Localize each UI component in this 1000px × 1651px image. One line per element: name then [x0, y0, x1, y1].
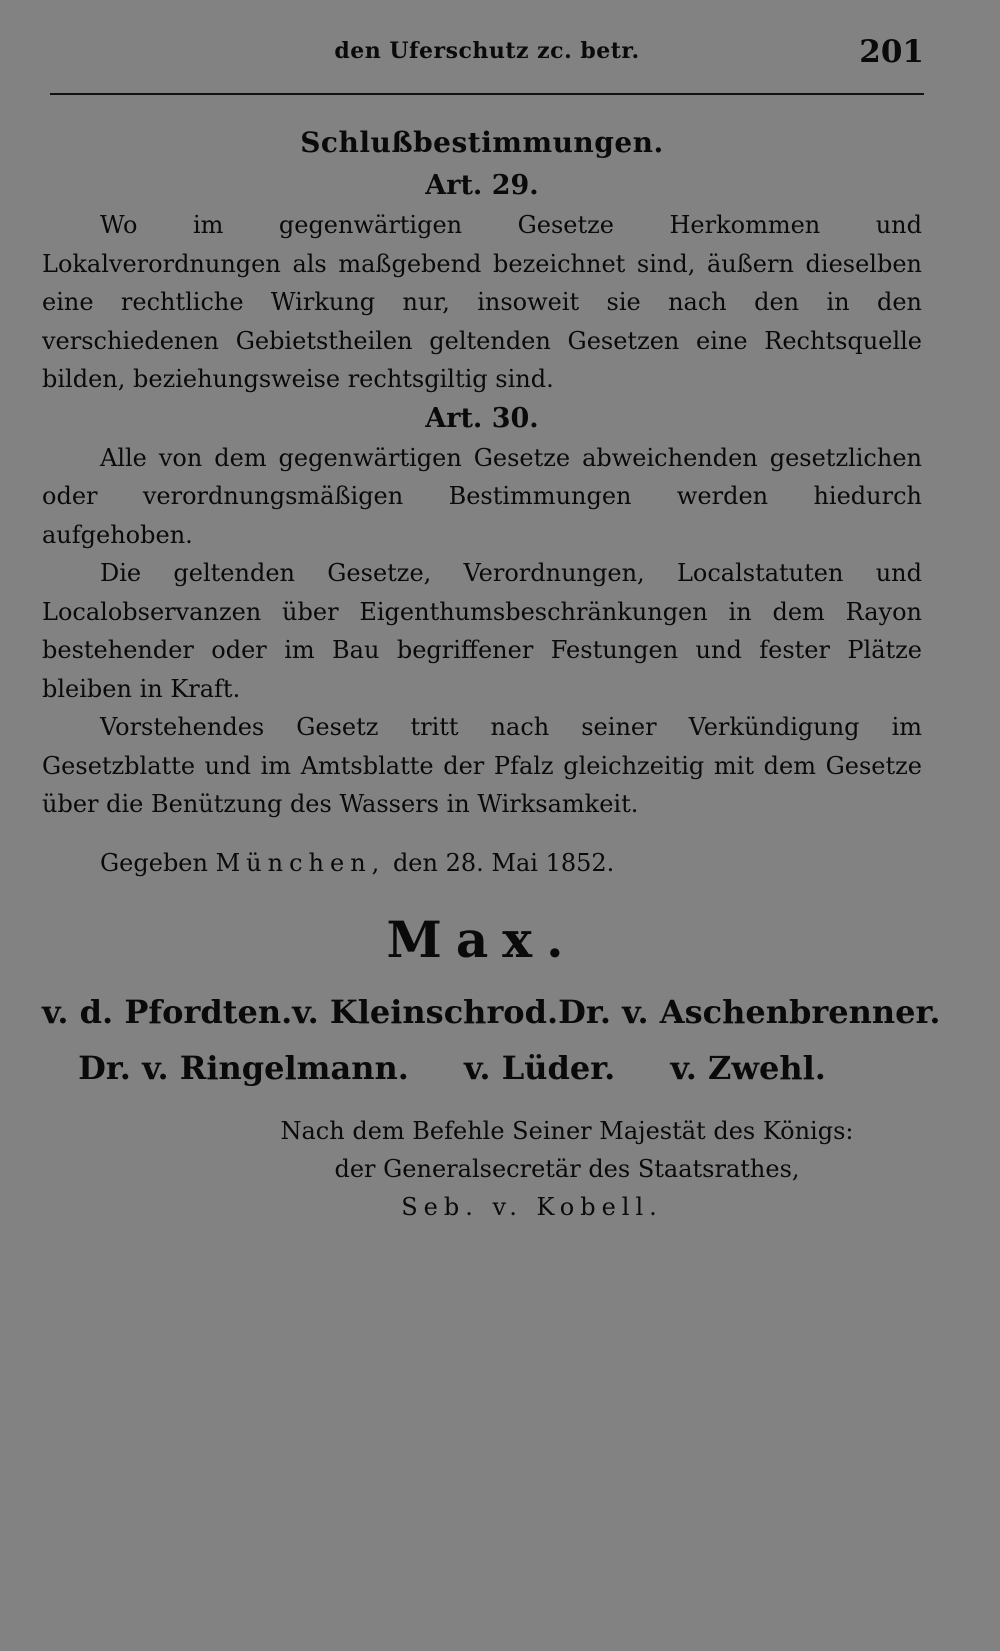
signatory-kleinschrod: v. Kleinschrod. — [292, 993, 559, 1031]
signatory-zwehl: v. Zwehl. — [670, 1049, 826, 1087]
given-place: München, — [215, 848, 386, 877]
attestation-officer: Seb. v. Kobell. — [401, 1193, 663, 1221]
section-title: Schlußbestimmungen. — [300, 126, 664, 159]
body-text — [42, 112, 941, 1226]
article-29-paragraph: Wo im gegenwärtigen Gesetze Herkommen und Lokalverordnungen als maßgebend bezeichnet sind, äußern dieselben eine rechtliche Wirkung nur, insoweit sie nach den in den verschiedenen Gebietstheilen geltenden Gesetzen eine Rechtsquelle bilden, beziehungsweise rechtsgiltig sind. — [42, 211, 922, 393]
signatory-pfordten: v. d. Pfordten. — [42, 993, 293, 1031]
page-number: 201 — [859, 34, 924, 70]
article-30-paragraph-2: Die geltenden Gesetze, Verordnungen, Localstatuten und Localobservanzen über Eigenthumsbeschränkungen in dem Rayon bestehender oder im Bau begriffener Festungen und fester Plätze bleiben in Kraft. — [42, 559, 922, 703]
sovereign-signature: Max. — [386, 910, 578, 969]
signatories-line-1 — [42, 984, 941, 1040]
signatory-aschenbrenner: Dr. v. Aschenbrenner. — [558, 993, 941, 1031]
given-line — [42, 844, 922, 883]
article-30-paragraph-3: Vorstehendes Gesetz tritt nach seiner Verkündigung im Gesetzblatte und im Amtsblatte der Pfalz gleichzeitig mit dem Gesetze über die Benützung des Wassers in Wirksamkeit. — [42, 713, 922, 818]
given-date: den 28. Mai 1852. — [392, 848, 615, 877]
signatory-lueder: v. Lüder. — [464, 1049, 616, 1087]
article-30-heading: Art. 30. — [425, 402, 539, 434]
attestation-line-1: Nach dem Befehle Seiner Majestät des Königs: — [280, 1117, 854, 1145]
attestation-line-2: der Generalsecretär des Staatsrathes, — [334, 1155, 800, 1183]
attestation-block — [42, 1112, 922, 1226]
signatories-line-2 — [42, 1040, 922, 1096]
running-head — [50, 32, 924, 72]
article-30-paragraph-1: Alle von dem gegenwärtigen Gesetze abweichenden gesetzlichen oder verordnungsmäßigen Bestimmungen werden hiedurch aufgehoben. — [42, 443, 922, 549]
given-prefix: Gegeben — [100, 848, 208, 877]
article-29-heading: Art. 29. — [425, 170, 539, 201]
running-title: den Uferschutz zc. betr. — [334, 38, 640, 64]
header-rule — [50, 93, 924, 95]
signatory-ringelmann: Dr. v. Ringelmann. — [78, 1049, 409, 1087]
